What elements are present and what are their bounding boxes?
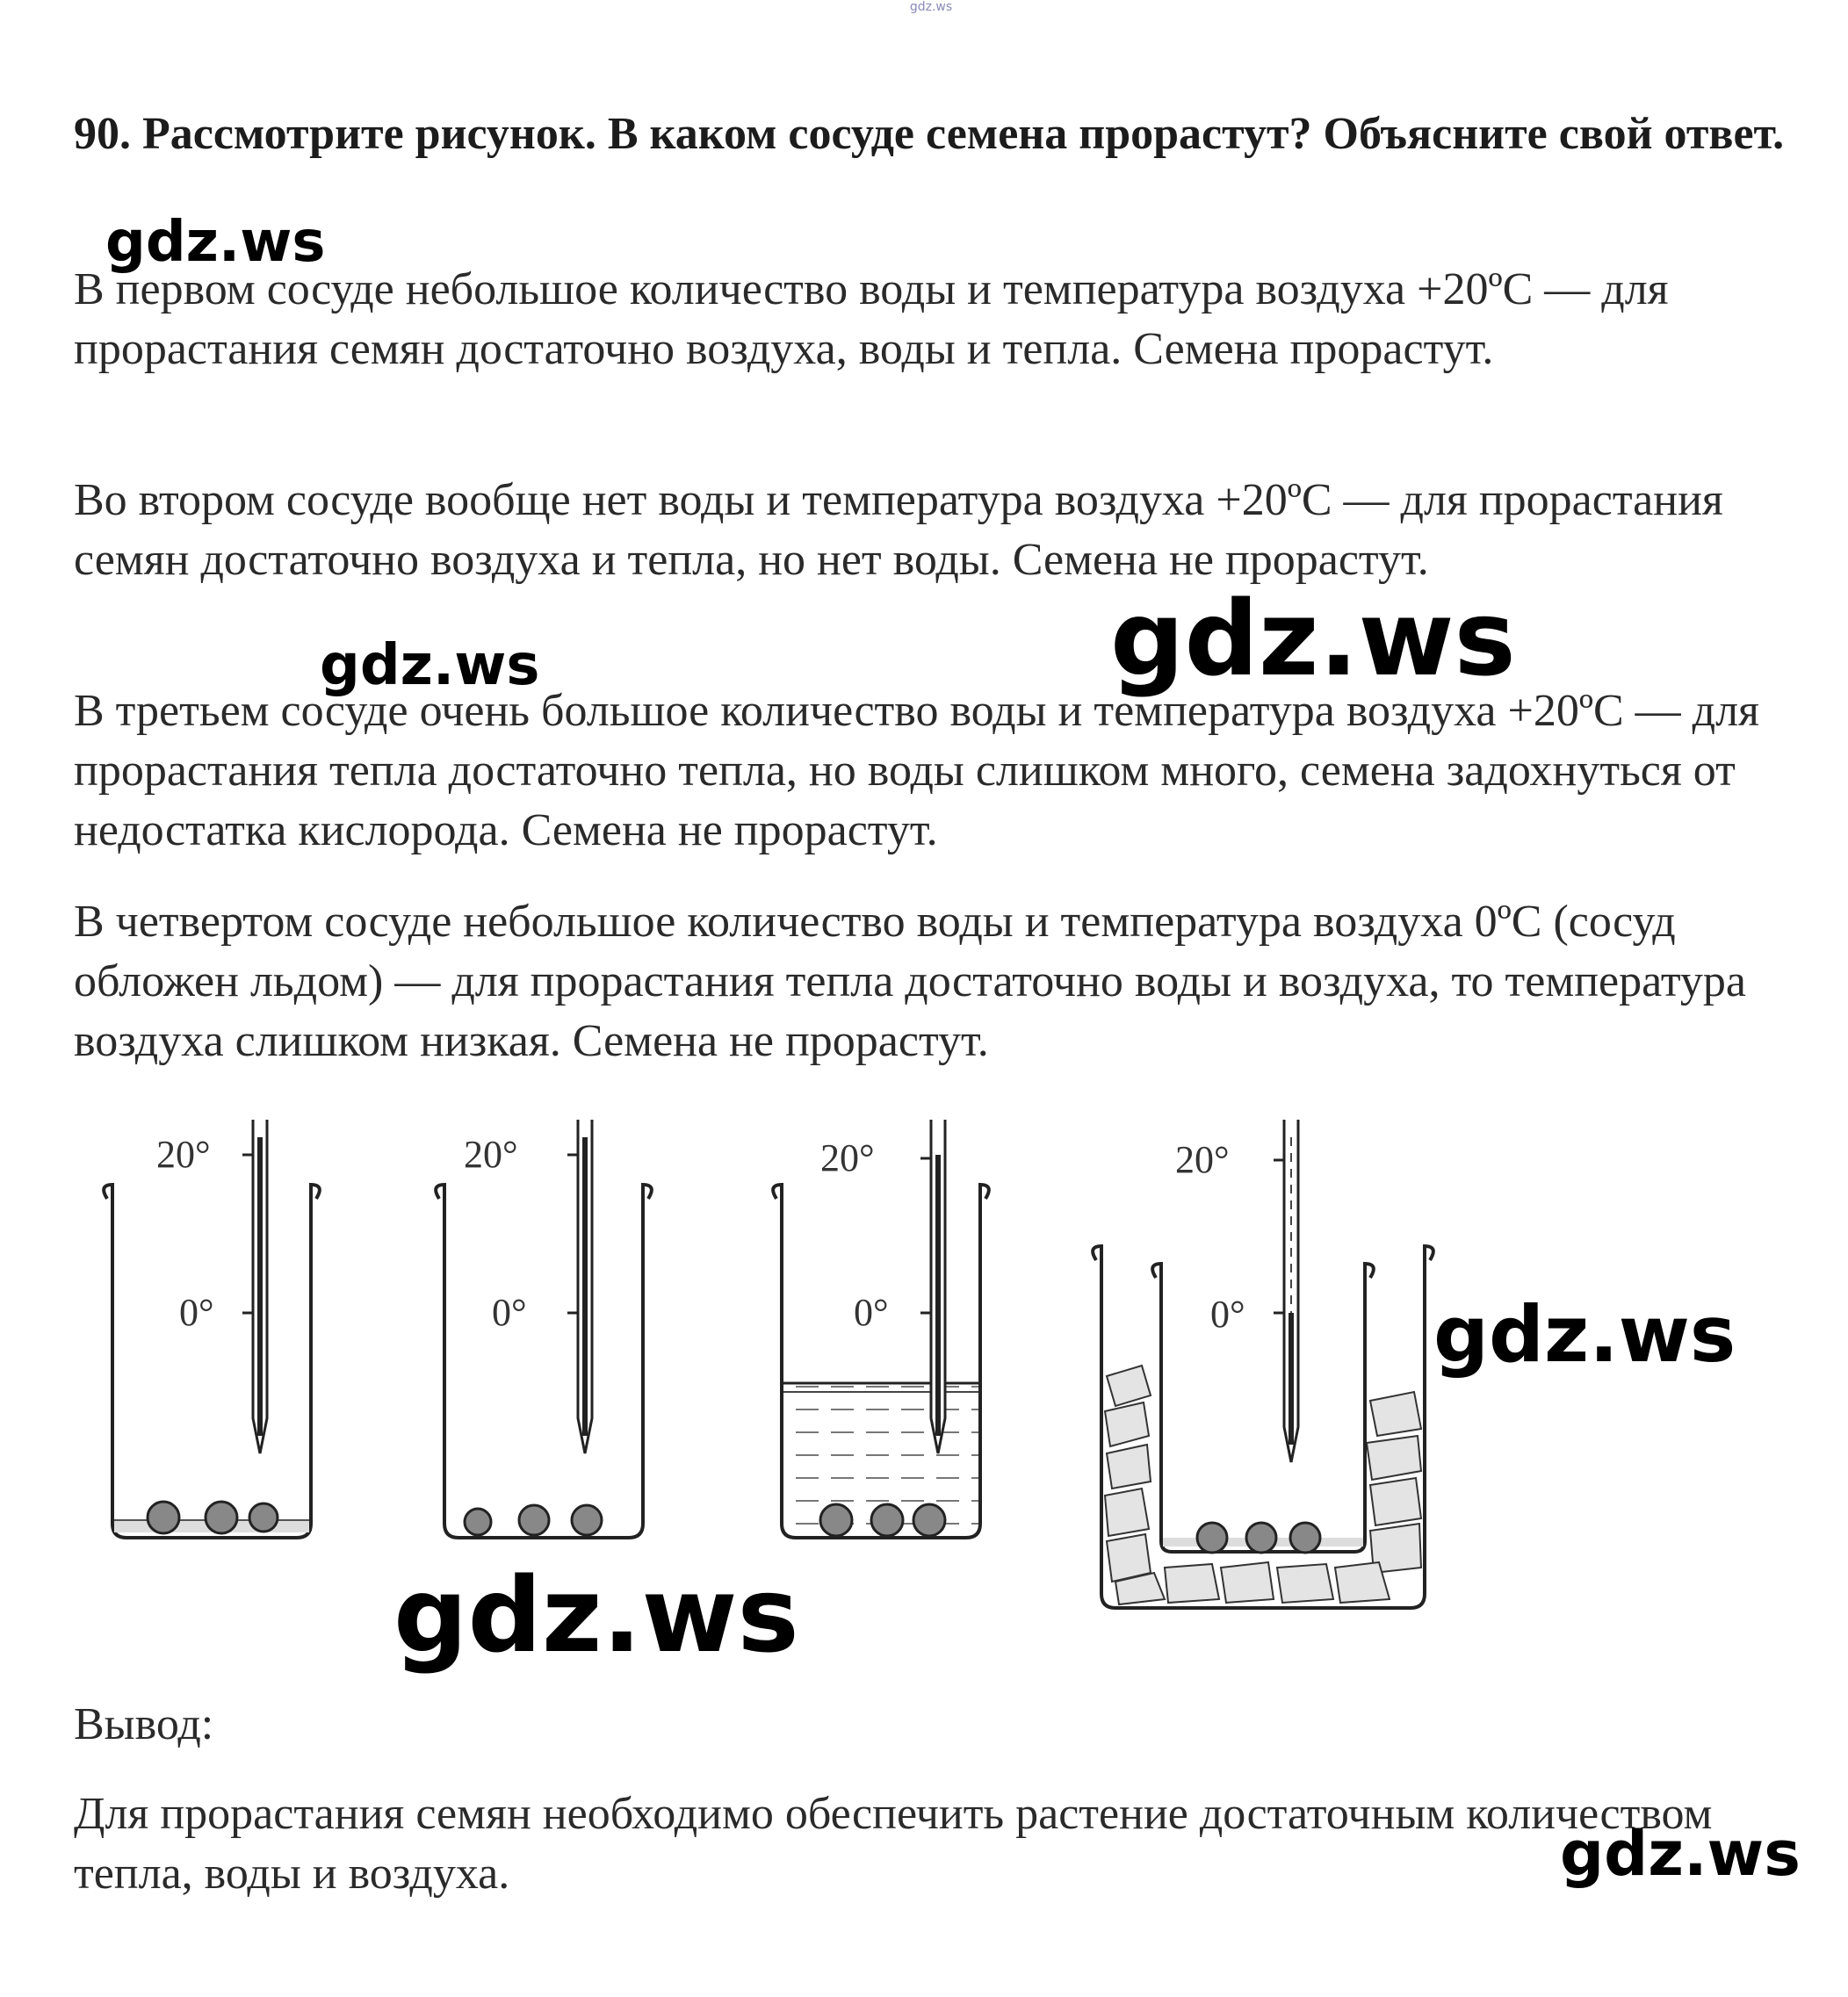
seed	[1290, 1523, 1320, 1553]
conclusion-heading: Вывод:	[74, 1699, 214, 1749]
label-0: 0°	[854, 1291, 889, 1334]
seed	[572, 1505, 602, 1535]
watermark: gdz.ws	[1433, 1289, 1736, 1380]
site-mark: gdz.ws	[909, 0, 953, 14]
vessel-4	[1093, 1120, 1433, 1608]
seed	[1246, 1523, 1276, 1553]
label-20: 20°	[820, 1136, 875, 1179]
thermometer-icon	[567, 1120, 592, 1453]
seed	[519, 1505, 549, 1535]
label-0: 0°	[1210, 1293, 1245, 1336]
germination-experiment-figure	[88, 1102, 1528, 1664]
seed	[206, 1502, 237, 1533]
watermark: gdz.ws	[1110, 578, 1516, 699]
vessel-3	[773, 1120, 989, 1538]
seed	[1197, 1523, 1227, 1553]
conclusion-text: Для прорастания семян необходимо обеспечить растение достаточным количеством тепла, воды и воздуха.	[74, 1789, 1713, 1899]
thermometer-icon	[242, 1120, 267, 1453]
label-0: 0°	[492, 1291, 527, 1334]
paragraph-vessel-2: Во втором сосуде вообще нет воды и температура воздуха +20ºС — для прорастания семян достаточно воздуха и тепла, но нет воды. Семена не прорастут.	[74, 475, 1723, 585]
seed	[871, 1504, 903, 1536]
seed	[465, 1509, 491, 1535]
seed	[913, 1504, 945, 1536]
label-20: 20°	[156, 1133, 211, 1176]
watermark: gdz.ws	[1560, 1818, 1801, 1890]
paragraph-vessel-3: В третьем сосуде очень большое количество воды и температура воздуха +20ºС — для прорастания тепла достаточно тепла, но воды слишком много, семена задохнуться от недостатка кислорода. Семена не прорастут.	[74, 686, 1759, 855]
label-0: 0°	[179, 1291, 214, 1334]
vessel-2	[436, 1120, 652, 1538]
watermark: gdz.ws	[393, 1554, 799, 1676]
task-title: 90. Рассмотрите рисунок. В каком сосуде семена прорастут? Объясните свой ответ.	[74, 109, 1785, 159]
label-20: 20°	[1175, 1138, 1230, 1181]
vessel-1	[104, 1120, 320, 1538]
label-20: 20°	[464, 1133, 518, 1176]
thermometer-icon	[1274, 1120, 1298, 1462]
seed	[249, 1503, 278, 1532]
paragraph-vessel-1: В первом сосуде небольшое количество воды и температура воздуха +20ºС — для прорастания семян достаточно воздуха, воды и тепла. Семена прорастут.	[74, 264, 1669, 374]
paragraph-vessel-4: В четвертом сосуде небольшое количество воды и температура воздуха 0ºС (сосуд обложен льдом) — для прорастания тепла достаточно воды и воздуха, то температура воздуха слишком низкая. Семена не прорастут.	[74, 897, 1746, 1066]
seed	[148, 1502, 179, 1533]
watermark: gdz.ws	[320, 633, 540, 698]
ice-pieces	[1105, 1366, 1421, 1604]
seed	[820, 1504, 852, 1536]
watermark: gdz.ws	[105, 210, 326, 275]
